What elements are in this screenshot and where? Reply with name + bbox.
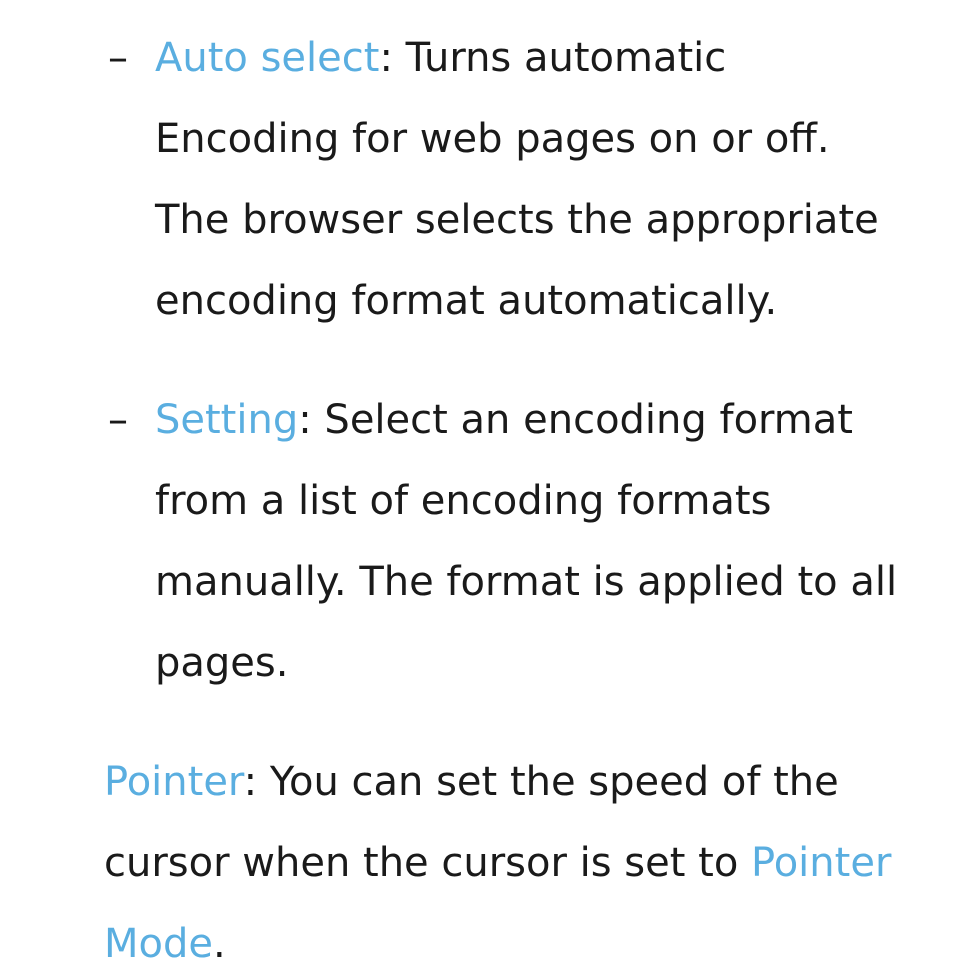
pointer-line-2-text: cursor when the cursor is set to bbox=[104, 840, 752, 886]
pointer-text: : You can set the speed of the bbox=[243, 759, 839, 805]
pointer-line-1 bbox=[104, 758, 839, 806]
auto-select-text: : Turns automatic bbox=[379, 35, 727, 81]
auto-select-term: Auto select bbox=[155, 35, 380, 81]
pointer-line-3-end: . bbox=[212, 921, 226, 967]
pointer-mode-link-cont: Mode bbox=[104, 921, 213, 967]
setting-line-1 bbox=[155, 396, 853, 444]
auto-select-line-1 bbox=[155, 34, 726, 82]
auto-select-line-2: Encoding for web pages on or off. bbox=[155, 116, 830, 162]
setting-term: Setting bbox=[155, 397, 299, 443]
setting-line-2: from a list of encoding formats bbox=[155, 478, 772, 524]
auto-select-line-4: encoding format automatically. bbox=[155, 278, 778, 324]
pointer-mode-link: Pointer bbox=[751, 840, 892, 886]
pointer-term: Pointer bbox=[104, 759, 244, 805]
pointer-line-2 bbox=[104, 839, 891, 887]
pointer-line-3 bbox=[104, 920, 226, 968]
bullet-dash: – bbox=[108, 35, 128, 81]
setting-line-4: pages. bbox=[155, 640, 289, 686]
setting-text: : Select an encoding format bbox=[298, 397, 853, 443]
auto-select-line-3: The browser selects the appropriate bbox=[155, 197, 879, 243]
setting-line-3: manually. The format is applied to all bbox=[155, 559, 898, 605]
bullet-dash: – bbox=[108, 397, 128, 443]
